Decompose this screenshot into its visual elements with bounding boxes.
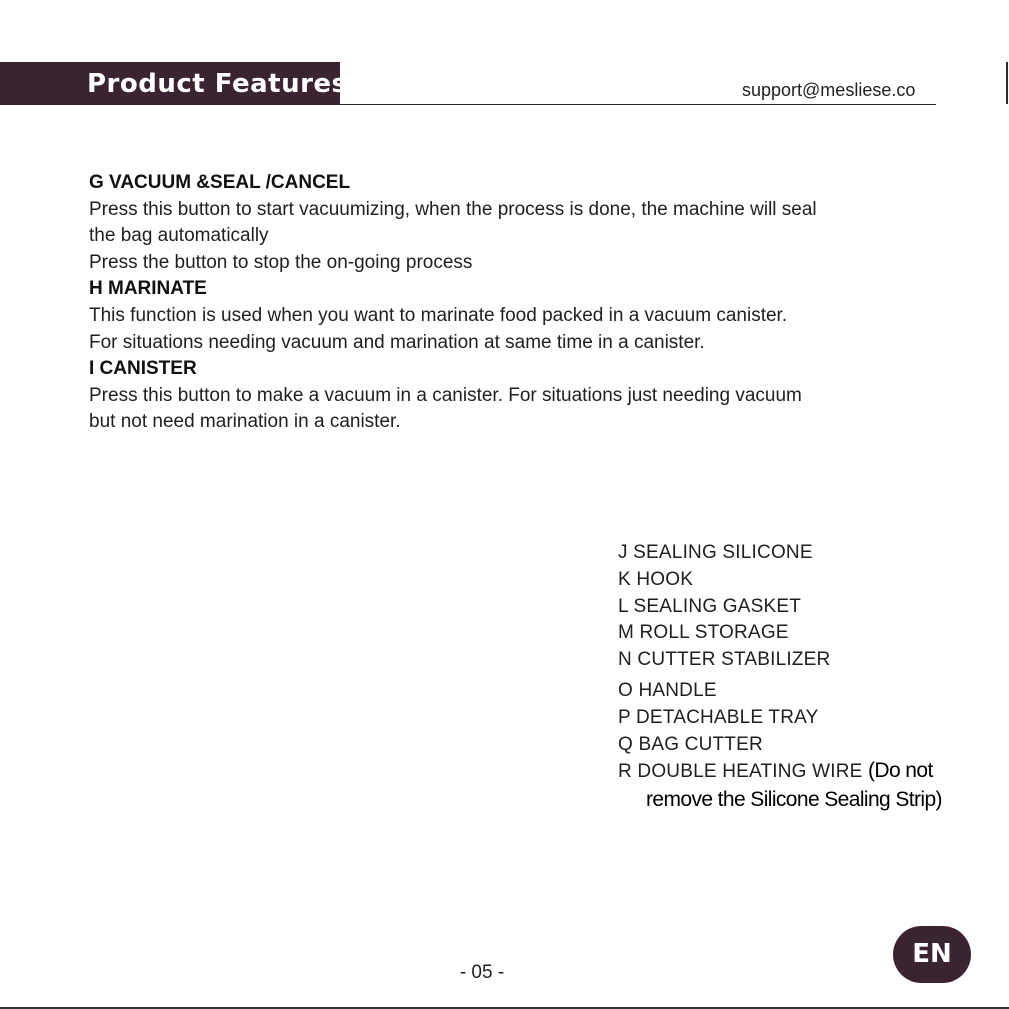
section-text: Press this button to start vacuumizing, when the process is done, the machine will seal [89, 198, 817, 220]
part-item: J SEALING SILICONE [618, 542, 813, 563]
section-canister [89, 356, 929, 436]
section-vacuum-seal [89, 170, 929, 276]
part-note: (Do not [868, 759, 933, 783]
part-label: R DOUBLE HEATING WIRE [618, 761, 863, 783]
edge-mark [1006, 62, 1008, 104]
section-heading: I CANISTER [89, 358, 197, 380]
part-item: M ROLL STORAGE [618, 622, 789, 644]
feature-descriptions [89, 170, 929, 436]
part-item: L SEALING GASKET [618, 595, 802, 617]
parts-list [618, 540, 942, 814]
part-item: Q BAG CUTTER [618, 733, 763, 755]
part-item: O HANDLE [618, 679, 717, 701]
section-marinate [89, 276, 929, 356]
header-divider [340, 104, 936, 105]
part-item: N CUTTER STABILIZER [618, 649, 831, 671]
page-number: - 05 - [459, 962, 505, 983]
support-email: support@mesliese.co [742, 80, 916, 100]
part-item: P DETACHABLE TRAY [618, 706, 819, 728]
part-item: K HOOK [618, 568, 694, 590]
section-text: Press the button to stop the on-going process [89, 251, 473, 273]
language-badge: EN [893, 926, 971, 983]
section-text: Press this button to make a vacuum in a canister. For situations just needing vacuum [89, 384, 802, 406]
section-text: the bag automatically [89, 225, 269, 247]
part-note-continued: remove the Silicone Sealing Strip) [646, 788, 942, 812]
section-text: but not need marination in a canister. [89, 411, 401, 433]
section-text: This function is used when you want to marinate food packed in a vacuum canister. [89, 304, 788, 326]
section-heading: H MARINATE [89, 278, 207, 300]
page-title: Product Features [87, 69, 348, 99]
part-item-with-note [618, 758, 942, 786]
section-heading: G VACUUM &SEAL /CANCEL [89, 172, 351, 193]
section-text: For situations needing vacuum and marination at same time in a canister. [89, 331, 705, 353]
